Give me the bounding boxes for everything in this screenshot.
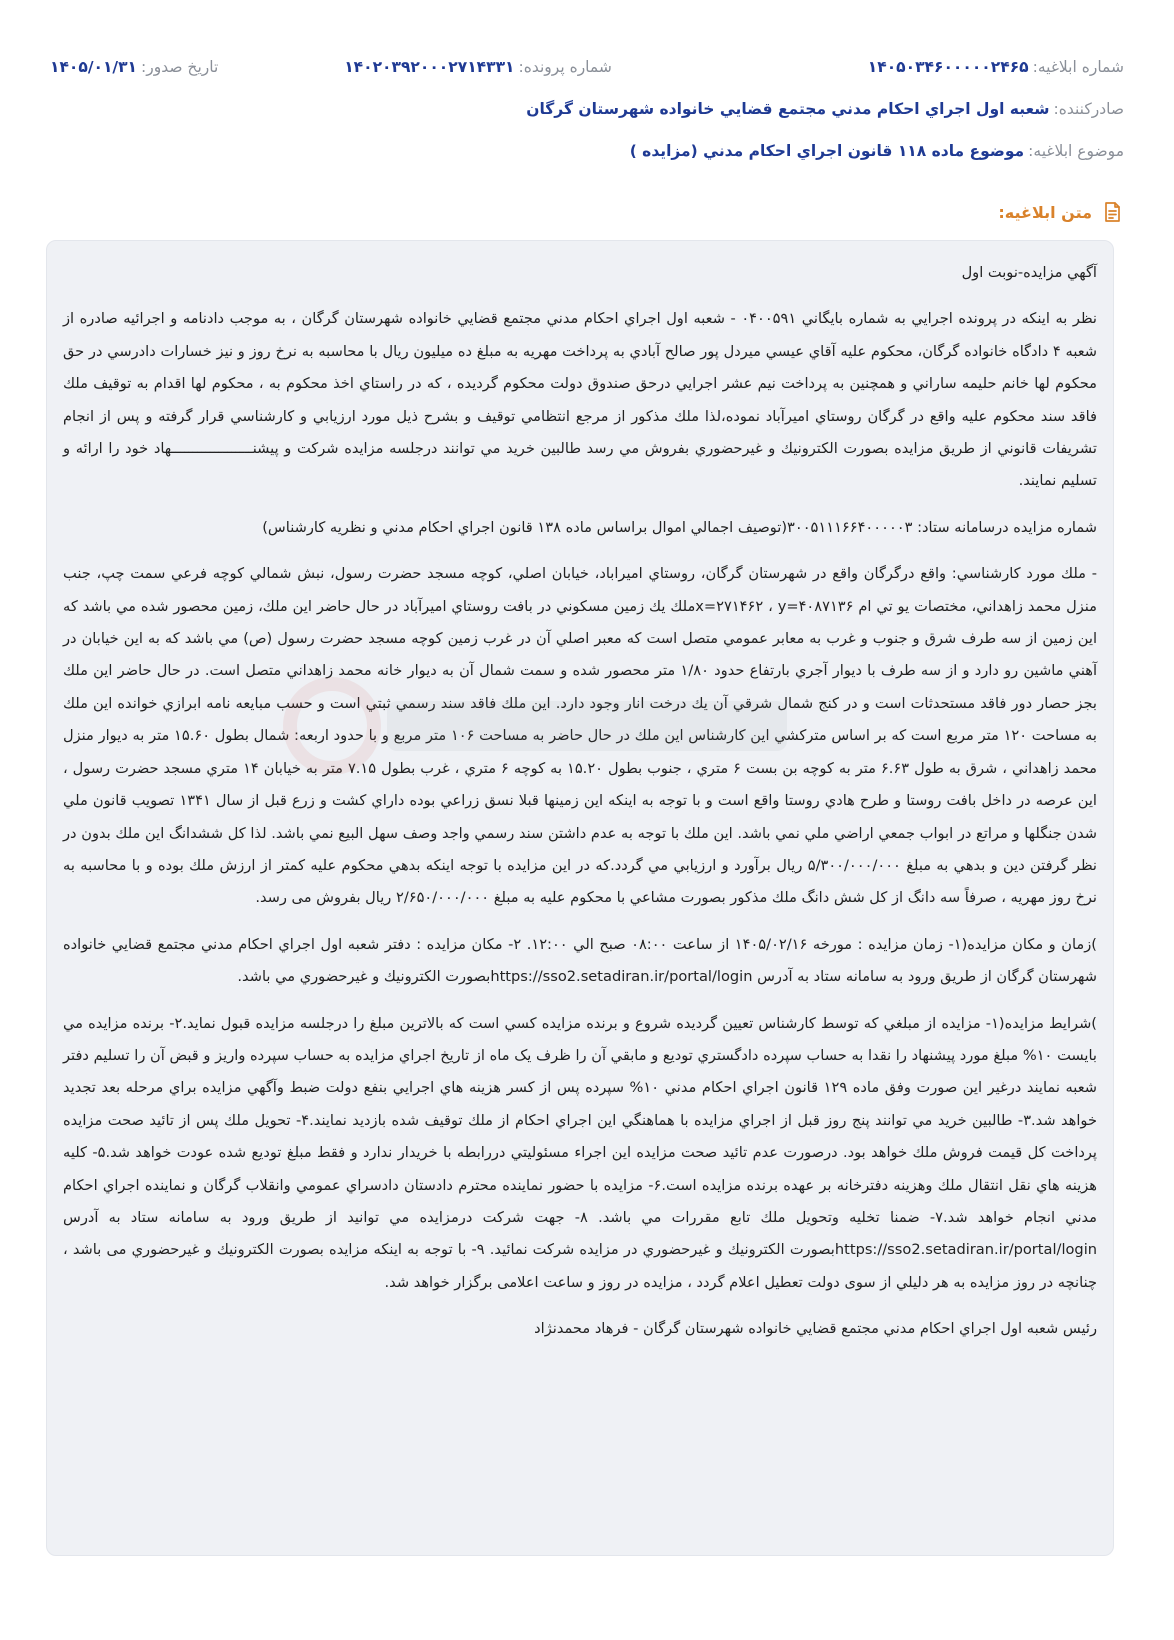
notice-number-value: ۱۴۰۵۰۳۴۶۰۰۰۰۰۲۴۶۵ xyxy=(867,58,1029,76)
paragraph-conditions: )شرايط مزايده(۱- مزايده از مبلغي كه توسط كارشناس تعيين گرديده شروع و برنده مزايده كسي است كه بالاترين مبلغ را درجلسه مزايده قبول نمايد.۲- برنده مزايده مي بايست ۱۰% مبلغ مورد پيشنهاد را نقدا به حساب سپرده دادگستري توديع و مابقي آن را ظرف يک ماه از تاريخ اجراي مزايده به حساب سپرده واريز و قبض آن را تسليم دفتر شعبه نمايند درغير اين صورت وفق ماده ۱۲۹ قانون اجراي احكام مدني ۱۰% سپرده پس از كسر هزينه هاي اجرايي بنفع دولت ضبط وآگهي مزايده براي مرحله بعد تجديد خواهد شد.۳- طالبين خريد مي توانند پنج روز قبل از اجراي مزايده با هماهنگي اين اجراي احكام از ملك توقيف شده بازديد نمايند.۴- تحويل ملك پس از تائيد صحت مزايده پرداخت كل قيمت فروش ملك خواهد بود. درصورت عدم تائيد صحت مزايده اين اجراء مسئوليتي دررابطه با خريدار ندارد و فقط مبلغ توديع شده عودت خواهد شد.۵- كليه هزينه هاي نقل انتقال ملك وهزينه دفترخانه بر عهده برنده مزايده است.۶- مزايده با حضور نماينده محترم دادستان دادسراي عمومي وانقلاب گرگان و نماينده اجراي احكام مدني انجام خواهد شد.۷- ضمنا تخليه وتحويل ملك تابع مقررات مي باشد. ۸- جهت شركت درمزايده مي توانيد از طريق ورود به سامانه ستاد به آدرس https://sso2.setadiran.ir/portal/loginبصورت الكترونيك و غيرحضوري در مزايده شركت نمائيد. ۹- با توجه به اينكه مزايده بصورت الكترونيك و غيرحضوري می باشد ، چنانچه در روز مزايده به هر دليلي از سوی دولت تعطيل اعلام گردد ، مزايده در روز و ساعت اعلامی برگزار خواهد شد. xyxy=(63,1014,1098,1291)
meta-row-numbers xyxy=(50,58,1124,76)
document-text-icon xyxy=(1100,200,1124,224)
issue-date xyxy=(50,58,218,76)
issue-date-value: ۱۴۰۵/۰۱/۳۱ xyxy=(50,58,138,76)
case-number-value: ۱۴۰۲۰۳۹۲۰۰۰۲۷۱۴۳۳۱ xyxy=(344,58,515,76)
notice-text-title: متن ابلاغیه: xyxy=(998,202,1092,222)
notice-number xyxy=(868,58,1124,76)
subject-label: موضوع ابلاغیه: xyxy=(1028,142,1124,160)
issuer-label: صادرکننده: xyxy=(1053,100,1124,118)
paragraph-auction-number: شماره مزايده درسامانه ستاد: ۳۰۰۵۱۱۱۶۶۴۰۰۰۰۰۳(توصيف اجمالي اموال براساس ماده ۱۳۸ قانون اجراي احكام مدني و نظريه كارشناس) xyxy=(262,518,1097,536)
case-number xyxy=(344,58,612,76)
issue-date-label: تاریخ صدور: xyxy=(141,58,219,76)
case-number-label: شماره پرونده: xyxy=(518,58,612,76)
paragraph-signature: رئيس شعبه اول اجراي احكام مدني مجتمع قضايي خانواده شهرستان گرگان - فرهاد محمدنژاد xyxy=(534,1320,1097,1338)
paragraph-property-description: - ملك مورد كارشناسي: واقع درگرگان واقع در شهرستان گرگان، روستاي اميراباد، خيابان اصلي، كوچه مسجد حضرت رسول، نبش شمالي كوچه فرعي سمت چپ، جنب منزل محمد زاهداني، مختصات يو تي ام x=۲۷۱۴۶۲ ، y=۴۰۸۷۱۳۶ملك يك زمين مسكوني در بافت روستاي اميرآباد در حال حاضر اين ملك، زمين محصور شده مي باشد كه اين زمين از سه طرف شرق و جنوب و غرب به معابر عمومي متصل است كه معبر اصلي آن در غرب زمين كوچه مسجد حضرت رسول (ص) مي باشد كه به اين خيابان در آهني ماشين رو دارد و از سه طرف با ديوار آجري بارتفاع حدود ۱/۸۰ متر محصور شده و سمت شمال آن به ديوار خانه محمد زاهداني متصل است. در حال حاضر اين ملك بجز حصار دور فاقد مستحدثات است و در كنج شمال شرقي آن يك درخت انار وجود دارد. اين ملك فاقد سند رسمي ثبتي است و حسب مبايعه نامه ابرازي خوانده اين ملك به مساحت ۱۲۰ متر مربع است كه بر اساس متركشي اين كارشناس اين ملك در حال حاضر به مساحت ۱۰۶ متر مربع و با حدود اربعه: شمال بطول ۱۵.۶۰ متر به ديوار منزل محمد زاهداني ، شرق به طول ۶.۶۳ متر به كوچه بن بست ۶ متري ، جنوب بطول ۱۵.۲۰ به كوچه ۶ متري ، غرب بطول ۷.۱۵ متر به خيابان ۱۴ متري مسجد حضرت رسول ، اين عرصه در داخل بافت روستا و طرح هادي روستا واقع است و با توجه به اينكه اين زمينها قبلا نسق زراعي بوده داراي كشت و زرع قبل از سال ۱۳۴۱ تصويب قانون ملي شدن جنگلها و مراتع در ابواب جمعي اراضي ملي نمي باشد. اين ملك با توجه به عدم داشتن سند رسمي واجد وصف سهل البيع نمي باشد. لذا كل ششدانگ اين ملك بدون در نظر گرفتن دين و بدهي به مبلغ ۵/۳۰۰/۰۰۰/۰۰۰ ريال برآورد و ارزيابي مي گردد.كه در اين مزايده با توجه اينكه بدهي محكوم عليه كمتر از ارزش ملك بوده و با محاسبه به نرخ روز مهريه ، صرفاً سه دانگ از كل شش دانگ ملك مذكور بصورت مشاعي با محكوم عليه به مبلغ ۲/۶۵۰/۰۰۰/۰۰۰ ريال بفروش می رسد. xyxy=(63,565,1097,907)
notice-title: آگهي مزايده-نوبت اول xyxy=(961,264,1097,281)
issuer-value: شعبه اول اجراي احكام مدني مجتمع قضايي خانواده شهرستان گرگان xyxy=(526,100,1050,118)
paragraph-time-place: )زمان و مكان مزايده(۱- زمان مزايده : مورخه ۱۴۰۵/۰۲/۱۶ از ساعت ۰۸:۰۰ صبح الي ۱۲:۰۰. ۲- مكان مزايده : دفتر شعبه اول اجراي احكام مدني مجتمع قضايي خانواده شهرستان گرگان از طريق ورود به سامانه ستاد به آدرس https://sso2.setadiran.ir/portal/loginبصورت الكترونيك و غيرحضوري مي باشد. xyxy=(63,935,1097,986)
notice-text-heading xyxy=(998,200,1124,224)
notice-number-label: شماره ابلاغیه: xyxy=(1032,58,1124,76)
meta-row-subject xyxy=(50,142,1124,160)
notice-body-card xyxy=(46,240,1114,1556)
paragraph-intro: نظر به اينكه در پرونده اجرايي به شماره بايگاني ۰۴۰۰۵۹۱ - شعبه اول اجراي احكام مدني مجتمع قضايي خانواده شهرستان گرگان ، به موجب دادنامه و اجرائيه صادره از شعبه ۴ دادگاه خانواده گرگان، محكوم عليه آقاي عيسي ميردل پور صالح آبادي به پرداخت مهريه به مبلغ ده ميليون ريال با محاسبه به نرخ روز و نيز خسارات دادرسي در حق محكوم لها خانم حليمه ساراني و همچنين به پرداخت نيم عشر اجرايي درحق صندوق دولت محكوم گرديده ، كه در راستاي اخذ محكوم به ، محكوم لها اقدام به توقيف ملك فاقد سند محكوم عليه واقع در گرگان روستاي اميرآباد نموده،لذا ملك مذكور از مرجع انتظامي توقيف و بشرح ذيل مورد ارزيابي و كارشناسي قرار گرفته و پس از انجام تشريفات قانوني از طريق مزايده بصورت الكترونيك و غيرحضوري بفروش مي رسد طالبين خريد مي توانند درجلسه مزايده شركت و پيشنـــــــــــــــــــهاد خود را ارائه و تسليم نمايند. xyxy=(63,310,1098,490)
subject-value: موضوع ماده ۱۱۸ قانون اجراي احكام مدني (مزايده ) xyxy=(629,142,1025,160)
meta-row-issuer xyxy=(50,100,1124,118)
